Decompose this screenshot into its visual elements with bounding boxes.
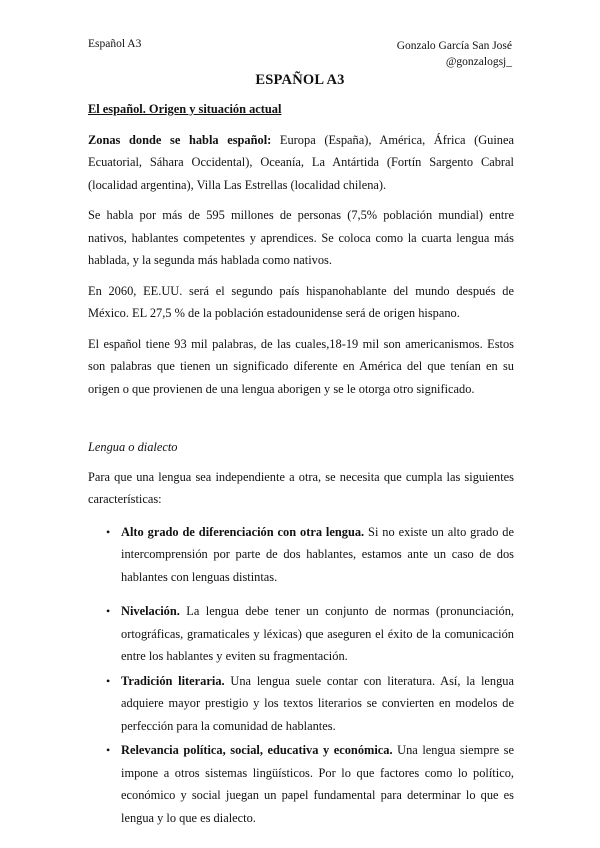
author-handle: @gonzalogsj_ bbox=[445, 56, 512, 68]
bullet-icon: • bbox=[106, 524, 111, 539]
list-item-relevancia bbox=[88, 739, 514, 829]
section-subtitle-origen: El español. Origen y situación actual bbox=[88, 102, 282, 116]
paragraph-2060: En 2060, EE.UU. será el segundo país hispanohablante del mundo después de México. EL 27,5 % de la población estadounidense será de origen hispano. bbox=[88, 283, 514, 320]
list-item-text: Si no existe un alto grado de intercomprensión por parte de dos hablantes, estamos ante un caso de dos hablantes con lenguas distintas. bbox=[121, 524, 514, 584]
paragraph-palabras: El español tiene 93 mil palabras, de las cuales,18-19 mil son americanismos. Estos son palabras que tienen un significado diferente en América del que tenían en su origen o que provienen de una lengua aborigen y se le otorga otro significado. bbox=[88, 336, 514, 396]
list-item-tradicion bbox=[88, 670, 514, 738]
bullet-icon: • bbox=[106, 604, 111, 618]
list-item-text: Una lengua siempre se impone a otros sistemas lingüísticos. Por lo que factores como lo político, económico y social juegan un papel fundamental para determinar lo que es lengua y lo que es dialecto. bbox=[121, 743, 515, 825]
header-right bbox=[397, 38, 512, 70]
section-subtitle-lengua-dialecto: Lengua o dialecto bbox=[88, 440, 178, 454]
list-item-nivelacion bbox=[88, 600, 514, 668]
author-name: Gonzalo García San José bbox=[396, 40, 512, 52]
list-item-diferenciacion bbox=[88, 521, 514, 589]
bullet-icon: • bbox=[106, 673, 111, 688]
characteristics-list bbox=[88, 521, 514, 830]
paragraph-zonas-label: Zonas donde se habla español: bbox=[88, 132, 272, 147]
paragraph-zonas bbox=[88, 129, 514, 197]
list-item-label: Alto grado de diferenciación con otra lengua. bbox=[121, 524, 365, 539]
list-item-label: Nivelación. bbox=[121, 604, 180, 618]
list-item-text: Una lengua suele contar con literatura. Así, la lengua adquiere mayor prestigio y los textos literarios se convierten en modelos de perfección para la comunidad de hablantes. bbox=[121, 673, 514, 733]
list-item-label: Tradición literaria. bbox=[121, 673, 225, 688]
list-item-label: Relevancia política, social, educativa y económica. bbox=[121, 743, 393, 757]
document-title: ESPAÑOL A3 bbox=[255, 72, 345, 88]
paragraph-intro-caracteristicas: Para que una lengua sea independiente a otra, se necesita que cumpla las siguientes características: bbox=[88, 469, 514, 506]
document-body bbox=[88, 98, 514, 831]
spacer bbox=[88, 408, 514, 436]
paragraph-zonas-text: Europa (España), América, África (Guinea Ecuatorial, Sáhara Occidental), Oceanía, La Antártida (Fortín Sargento Cabral (localidad argentina), Villa Las Estrellas (localidad chilena). bbox=[88, 132, 514, 192]
paragraph-hablantes: Se habla por más de 595 millones de personas (7,5% población mundial) entre nativos, hablantes competentes y aprendices. Se coloca como la cuarta lengua más hablada, y la segunda más hablada como nativos. bbox=[88, 208, 514, 267]
bullet-icon: • bbox=[106, 743, 111, 757]
header-left: Español A3 bbox=[88, 38, 142, 50]
list-item-text: La lengua debe tener un conjunto de normas (pronunciación, ortográficas, gramaticales y léxicas) que aseguren el éxito de la comunicación entre los hablantes y eviten su fragmentación. bbox=[121, 604, 514, 663]
